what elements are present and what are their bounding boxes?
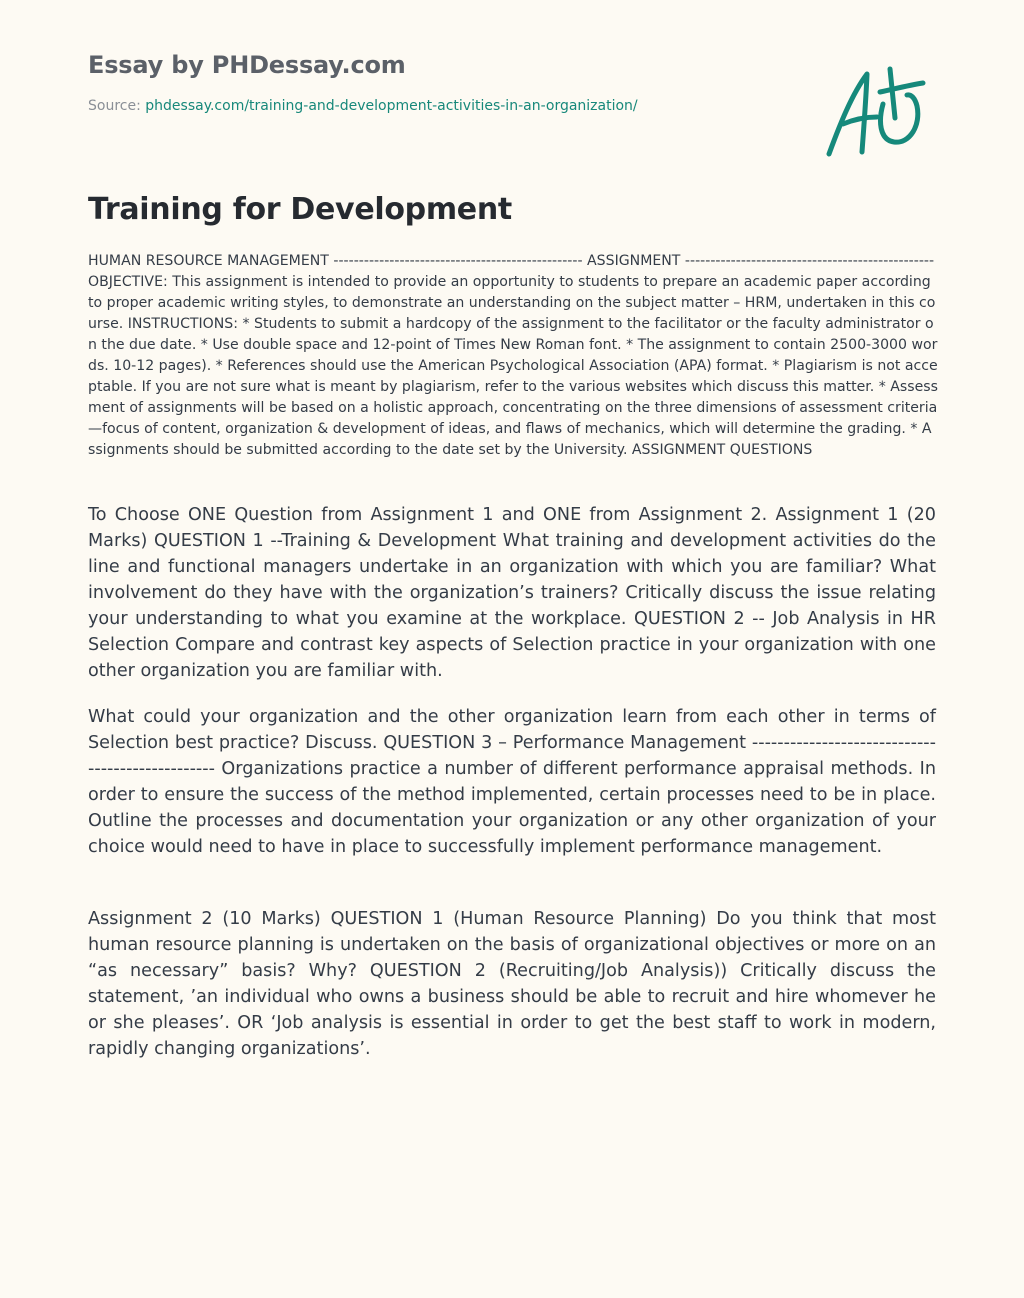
page-header xyxy=(88,48,788,116)
essay-paragraph-3: Assignment 2 (10 Marks) QUESTION 1 (Human Resource Planning) Do you think that most human resource planning is undertaken on the basis of organizational objectives or more on an “as necessary” basis? Why? QUESTION 2 (Recruiting/Job Analysis)) Critically discuss the statement, ’an individual who owns a business should be able to recruit and hire whomever he or she pleases’. OR ‘Job analysis is essential in order to get the best staff to work in modern, rapidly changing organizations’. xyxy=(88,909,936,1059)
essay-paragraph-2: What could your organization and the other organization learn from each other in terms of Selection best practice? Discuss. QUESTION 3 – Performance Management ------------------------------------------------- Organizations practice a number of different performance appraisal methods. In order to ensure the success of the method implemented, certain processes need to be in place. Outline the processes and documentation your organization or any other organization of your choice would need to have in place to successfully implement performance management. xyxy=(88,707,936,857)
source-line xyxy=(88,96,788,116)
a-plus-grade-icon xyxy=(820,62,930,162)
essay-paragraph-1: To Choose ONE Question from Assignment 1 and ONE from Assignment 2. Assignment 1 (20 Marks) QUESTION 1 --Training & Development What training and development activities do the line and functional managers undertake in an organization with which you are familiar? What involvement do they have with the organization’s trainers? Critically discuss the issue relating your understanding to what you examine at the workplace. QUESTION 2 -- Job Analysis in HR Selection Compare and contrast key aspects of Selection practice in your organization with one other organization you are familiar with. xyxy=(88,505,936,681)
essay-title: Training for Development xyxy=(88,192,512,227)
source-label: Source: xyxy=(88,98,146,114)
site-title: Essay by PHDessay.com xyxy=(88,51,406,79)
assignment-intro: HUMAN RESOURCE MANAGEMENT ------------------------------------------------- ASSIGNMENT ------------------------------------------------- OBJECTIVE: This assignment is intended to provide an opportunity to students to prepare an academic paper according to proper academic writing styles, to demonstrate an understanding on the subject matter – HRM, undertaken in this course. INSTRUCTIONS: * Students to submit a hardcopy of the assignment to the facilitator or the faculty administrator on the due date. * Use double space and 12-point of Times New Roman font. * The assignment to contain 2500-3000 words. 10-12 pages). * References should use the American Psychological Association (APA) format. * Plagiarism is not acceptable. If you are not sure what is meant by plagiarism, refer to the various websites which discuss this matter. * Assessment of assignments will be based on a holistic approach, concentrating on the three dimensions of assessment criteria—focus of content, organization & development of ideas, and flaws of mechanics, which will determine the grading. * Assignments should be submitted according to the date set by the University. ASSIGNMENT QUESTIONS xyxy=(88,253,938,458)
source-link[interactable]: phdessay.com/training-and-development-activities-in-an-organization/ xyxy=(145,98,638,114)
